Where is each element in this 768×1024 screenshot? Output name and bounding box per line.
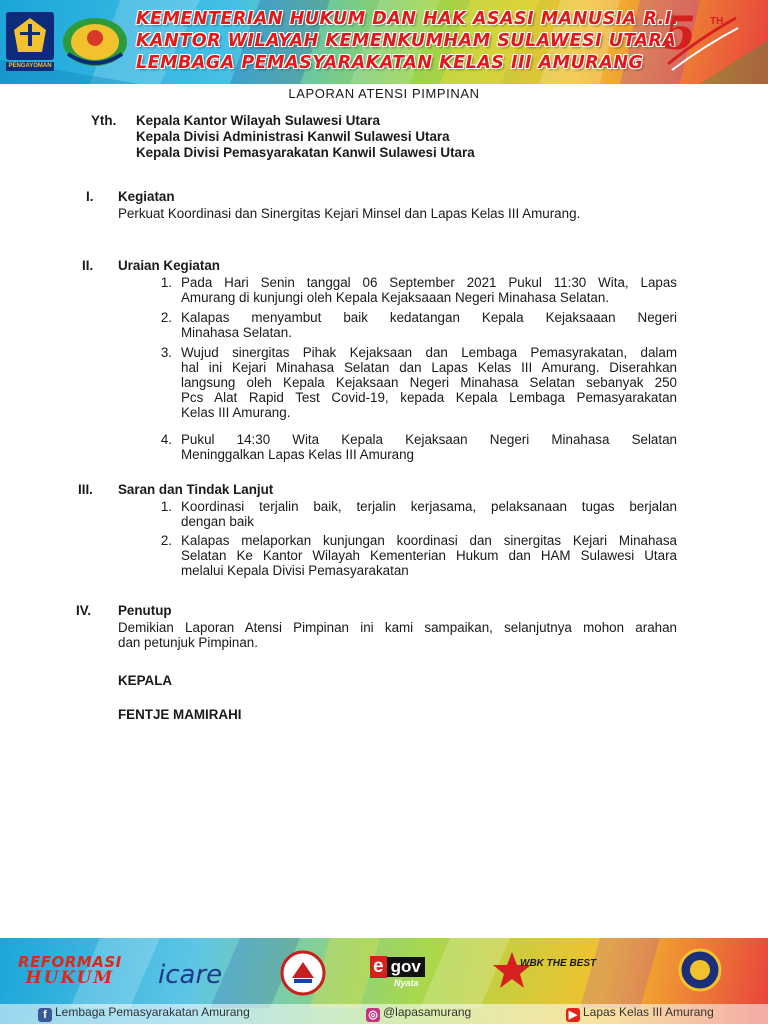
addressee-line: Kepala Divisi Administrasi Kanwil Sulawesi Utara <box>136 129 450 144</box>
kemenkumham-logo <box>4 10 56 72</box>
page-title: LAPORAN ATENSI PIMPINAN <box>288 86 480 101</box>
pemasyarakatan-emblem <box>60 14 130 72</box>
social-label: Lembaga Pemasyarakatan Amurang <box>55 1005 250 1019</box>
wbk-emblem <box>280 950 326 996</box>
egov-logo: e gov Nyata <box>370 956 425 988</box>
signature-title: KEPALA <box>118 673 173 688</box>
social-facebook[interactable] <box>38 1005 250 1022</box>
list-number: 1. <box>160 275 172 290</box>
logo-caption: PENGAYOMAN <box>8 63 52 69</box>
social-label: Lapas Kelas III Amurang <box>583 1005 714 1019</box>
banner-line-prison: LEMBAGA PEMASYARAKATAN KELAS III AMURANG <box>136 53 644 73</box>
list-item: Wujud sinergitas Pihak Kejaksaan dan Lembaga Pemasyrakatan, dalam hal ini Kejari Minahasa Selatan dan Lapas Kelas III Amurang. Diserahkan langsung oleh Kepala Kejaksaan Negeri Minahasa Selatan sebanyak 250 Pcs Alat Rapid Test Covid-19, kepada Kepala Lembaga Pemasyarakatan Kelas III Amurang. <box>181 345 677 420</box>
section-number: I. <box>86 189 94 204</box>
section-number: II. <box>82 258 94 273</box>
section-number: III. <box>78 482 93 497</box>
star-icon <box>492 950 532 990</box>
youtube-icon: ▶ <box>566 1008 580 1022</box>
section-text: Perkuat Koordinasi dan Sinergitas Kejari Minsel dan Lapas Kelas III Amurang. <box>118 206 581 221</box>
header-banner <box>0 0 768 84</box>
social-instagram[interactable] <box>366 1005 471 1022</box>
hebat-emblem <box>678 948 722 992</box>
social-youtube[interactable] <box>566 1005 714 1022</box>
list-number: 2. <box>160 533 172 548</box>
banner-title-block <box>136 8 679 74</box>
list-item: Pukul 14:30 Wita Kepala Kejaksaan Negeri Minahasa Selatan Meninggalkan Lapas Kelas III Amurang <box>181 432 677 462</box>
banner-line-office: KANTOR WILAYAH KEMENKUMHAM SULAWESI UTARA <box>136 31 677 51</box>
closing-paragraph: Demikian Laporan Atensi Pimpinan ini kami sampaikan, selanjutnya mohon arahan dan petunjuk Pimpinan. <box>118 620 677 650</box>
list-number: 4. <box>160 432 172 447</box>
section-heading: Saran dan Tindak Lanjut <box>118 482 274 497</box>
list-item: Pada Hari Senin tanggal 06 September 2021 Pukul 11:30 Wita, Lapas Amurang di kunjungi oleh Kepala Kejaksaaan Negeri Minahasa Selatan. <box>181 275 677 305</box>
icare-logo: icare <box>158 960 223 990</box>
list-item: Koordinasi terjalin baik, terjalin kerjasama, pelaksanaan tugas berjalan dengan baik <box>181 499 677 529</box>
anniversary-suffix: TH <box>710 16 724 27</box>
addressee-line: Kepala Divisi Pemasyarakatan Kanwil Sulawesi Utara <box>136 145 475 160</box>
section-number: IV. <box>76 603 92 618</box>
instagram-icon: ◎ <box>366 1008 380 1022</box>
list-item: Kalapas menyambut baik kedatangan Kepala Kejaksaaan Negeri Minahasa Selatan. <box>181 310 677 340</box>
facebook-icon: f <box>38 1008 52 1022</box>
list-item: Kalapas melaporkan kunjungan koordinasi dan sinergitas Kejari Minahasa Selatan Ke Kantor Wilayah Kementerian Hukum dan HAM Sulawesi Utara melalui Kepala Divisi Pemasyarakatan <box>181 533 677 578</box>
section-heading: Uraian Kegiatan <box>118 258 220 273</box>
anniversary-number: 5 <box>664 6 697 60</box>
banner-line-ministry: KEMENTERIAN HUKUM DAN HAK ASASI MANUSIA R.I. <box>136 9 679 29</box>
best-badge: WBK THE BEST <box>520 958 597 969</box>
addressee-line: Kepala Kantor Wilayah Sulawesi Utara <box>136 113 380 128</box>
reformasi-hukum-logo: REFORMASI HUKUM <box>18 953 122 988</box>
social-label: @lapasamurang <box>383 1005 472 1019</box>
list-number: 3. <box>160 345 172 360</box>
anniversary-logo <box>660 8 740 72</box>
signature-name: FENTJE MAMIRAHI <box>118 707 242 722</box>
section-heading: Penutup <box>118 603 172 618</box>
section-heading: Kegiatan <box>118 189 175 204</box>
list-number: 2. <box>160 310 172 325</box>
list-number: 1. <box>160 499 172 514</box>
addressee-prefix: Yth. <box>91 113 117 128</box>
